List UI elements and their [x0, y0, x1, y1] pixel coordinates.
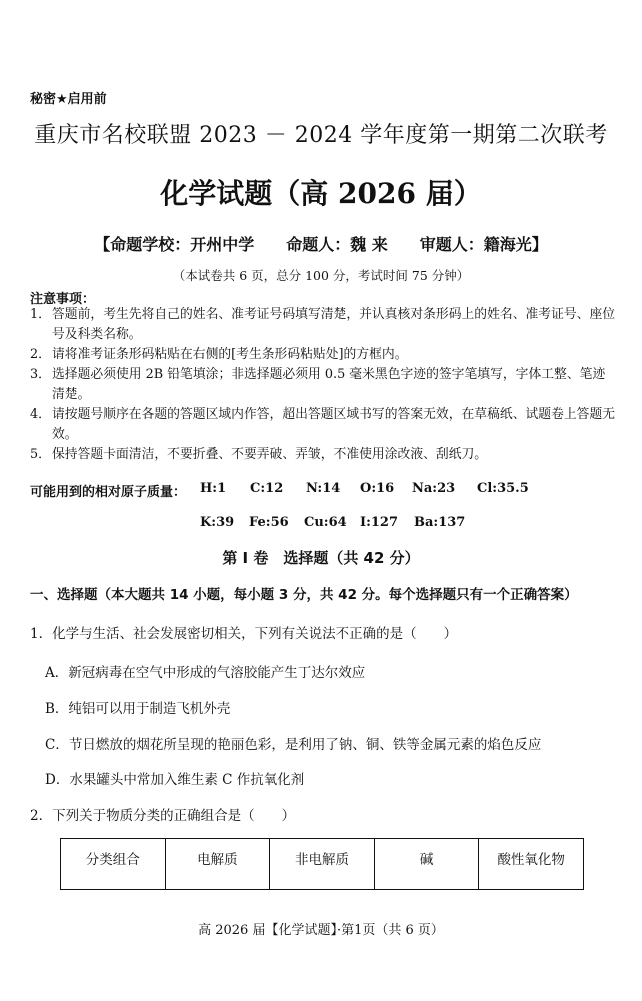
page-footer: 高 2026 届【化学试题】·第1页（共 6 页）: [198, 923, 444, 938]
classification-table: [60, 838, 584, 890]
note-number: 5．: [30, 447, 51, 462]
part-title: 一、选择题（本大题共 14 小题，每小题 3 分，共 42 分。每个选择题只有一个正确答案）: [30, 587, 578, 603]
table-header-cell: 非电解质: [270, 839, 375, 890]
note-item: [30, 405, 616, 445]
table-header-cell: 碱: [374, 839, 479, 890]
notes-list: [30, 305, 616, 465]
notes-title: 注意事项：: [30, 292, 96, 307]
question-1-option-d: D．水果罐头中常加入维生素 C 作抗氧化剂: [45, 772, 305, 788]
atomic-mass-h: H:1: [200, 481, 227, 496]
atomic-mass-n: N:14: [306, 481, 341, 496]
table-header-cell: 酸性氧化物: [479, 839, 584, 890]
question-1-option-c: C．节日燃放的烟花所呈现的艳丽色彩，是利用了钠、铜、铁等金属元素的焰色反应: [45, 737, 542, 753]
atomic-mass-k: K:39: [200, 515, 235, 530]
atomic-mass-fe: Fe:56: [249, 515, 289, 530]
note-number: 4．: [30, 407, 51, 422]
question-2-stem: 2．下列关于物质分类的正确组合是（ ）: [30, 808, 296, 824]
note-text: 选择题必须使用 2B 铅笔填涂；非选择题必须用 0.5 毫米黑色字迹的签字笔填写，字体工整、笔迹清楚。: [52, 367, 606, 402]
atomic-mass-cu: Cu:64: [304, 515, 347, 530]
question-1-option-b: B．纯铝可以用于制造飞机外壳: [45, 701, 231, 717]
atomic-mass-c: C:12: [250, 481, 284, 496]
atomic-mass-i: I:127: [360, 515, 399, 530]
note-item: [30, 345, 616, 365]
note-number: 2．: [30, 347, 51, 362]
atomic-mass-ba: Ba:137: [414, 515, 466, 530]
exam-info: （本试卷共 6 页，总分 100 分，考试时间 75 分钟）: [172, 268, 470, 283]
question-1-stem: 1．化学与生活、社会发展密切相关，下列有关说法不正确的是（ ）: [30, 626, 458, 642]
note-number: 1．: [30, 307, 51, 322]
authors-line: 【命题学校：开州中学 命题人：魏 来 审题人：籍海光】: [94, 235, 548, 254]
table-header-cell: 分类组合: [61, 839, 166, 890]
question-1-option-a: A．新冠病毒在空气中形成的气溶胶能产生丁达尔效应: [45, 665, 366, 681]
exam-title: 重庆市名校联盟 2023 － 2024 学年度第一期第二次联考: [34, 123, 608, 148]
atomic-mass-cl: Cl:35.5: [477, 481, 529, 496]
table-header-cell: 电解质: [165, 839, 270, 890]
note-text: 请按题号顺序在各题的答题区域内作答，超出答题区域书写的答案无效，在草稿纸、试题卷上答题无效。: [52, 407, 616, 442]
atomic-mass-na: Na:23: [412, 481, 456, 496]
subject-title: 化学试题（高 2026 届）: [160, 177, 482, 210]
note-text: 保持答题卡面清洁，不要折叠、不要弄破、弄皱，不准使用涂改液、刮纸刀。: [52, 447, 488, 462]
note-item: [30, 445, 616, 465]
section-title: 第 I 卷 选择题（共 42 分）: [222, 549, 420, 567]
table-header-row: [61, 839, 584, 890]
note-item: [30, 365, 616, 405]
atomic-mass-label: 可能用到的相对原子质量：: [30, 485, 187, 500]
note-item: [30, 305, 616, 345]
note-text: 答题前，考生先将自己的姓名、准考证号码填写清楚，并认真核对条形码上的姓名、准考证号、座位号及科类名称。: [52, 307, 616, 342]
note-text: 请将准考证条形码粘贴在右侧的[考生条形码粘贴处]的方框内。: [52, 347, 408, 362]
confidential-label: 秘密★启用前: [30, 92, 107, 107]
atomic-mass-o: O:16: [360, 481, 395, 496]
note-number: 3．: [30, 367, 51, 382]
